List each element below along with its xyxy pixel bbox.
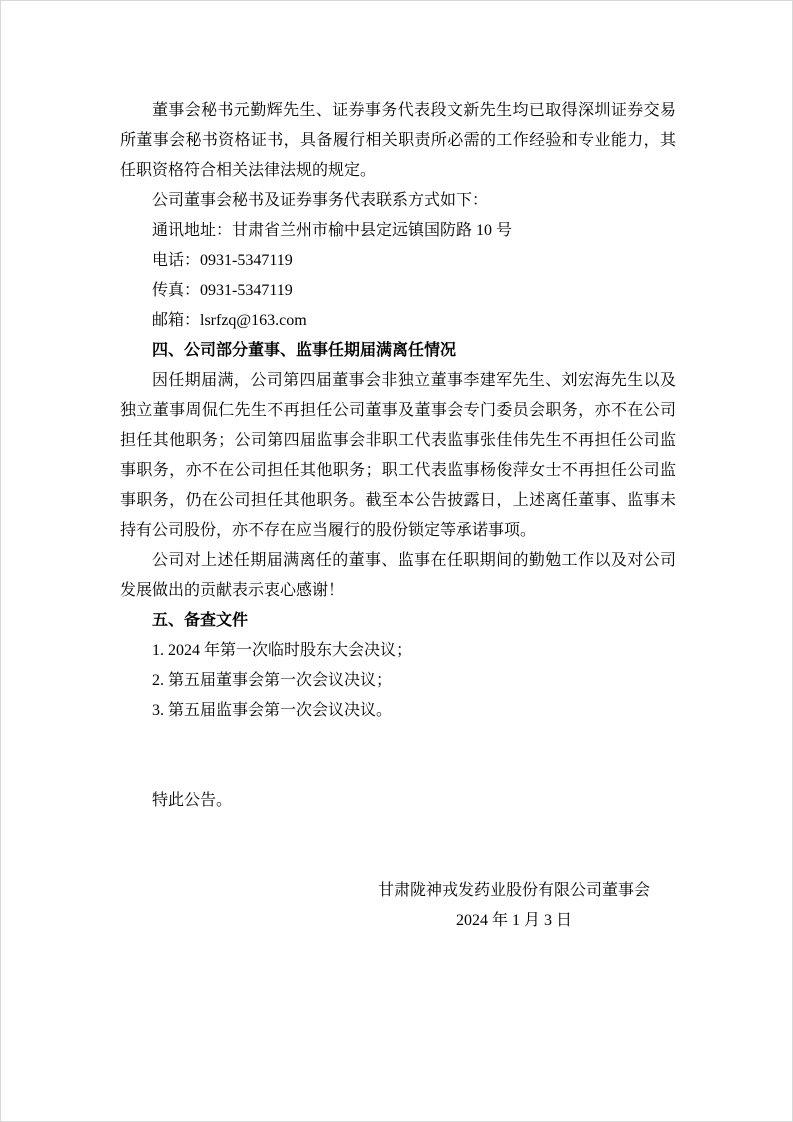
gratitude-paragraph: 公司对上述任期届满离任的董事、监事在任职期间的勤勉工作以及对公司发展做出的贡献表示衷心感谢！ [120,552,676,599]
signature-date: 2024 年 1 月 3 日 [455,912,572,929]
secretary-qualification-paragraph: 董事会秘书元勤辉先生、证券事务代表段文新先生均已取得深圳证券交易所董事会秘书资格证书，具备履行相关职责所必需的工作经验和专业能力，其任职资格符合相关法律法规的规定。 [120,102,676,179]
contact-email-line: 邮箱：lsrfzq@163.com [152,312,307,329]
contact-intro-line: 公司董事会秘书及证券事务代表联系方式如下： [152,192,489,209]
signature-block [364,876,664,936]
reference-document-item: 2. 第五届董事会第一次会议决议； [152,672,393,689]
reference-document-item: 1. 2024 年第一次临时股东大会决议； [152,642,413,659]
signature-company-name: 甘肃陇神戎发药业股份有限公司董事会 [377,882,650,899]
section-4-heading: 四、公司部分董事、监事任期届满离任情况 [152,342,457,359]
contact-fax-line: 传真：0931-5347119 [152,282,293,299]
contact-phone-line: 电话：0931-5347119 [152,252,293,269]
contact-address-line: 通讯地址：甘肃省兰州市榆中县定远镇国防路 10 号 [152,222,513,239]
section-5-heading: 五、备查文件 [152,612,249,629]
directors-departure-paragraph: 因任期届满，公司第四届董事会非独立董事李建军先生、刘宏海先生以及独立董事周侃仁先生不再担任公司董事及董事会专门委员会职务，亦不在公司担任其他职务；公司第四届监事会非职工代表监事张佳伟先生不再担任公司监事职务，亦不在公司担任其他职务；职工代表监事杨俊萍女士不再担任公司监事职务，仍在公司担任其他职务。截至本公告披露日，上述离任董事、监事未持有公司股份，亦不存在应当履行的股份锁定等承诺事项。 [120,372,676,539]
closing-announcement-line: 特此公告。 [152,792,233,809]
reference-document-item: 3. 第五届监事会第一次会议决议。 [152,702,393,719]
